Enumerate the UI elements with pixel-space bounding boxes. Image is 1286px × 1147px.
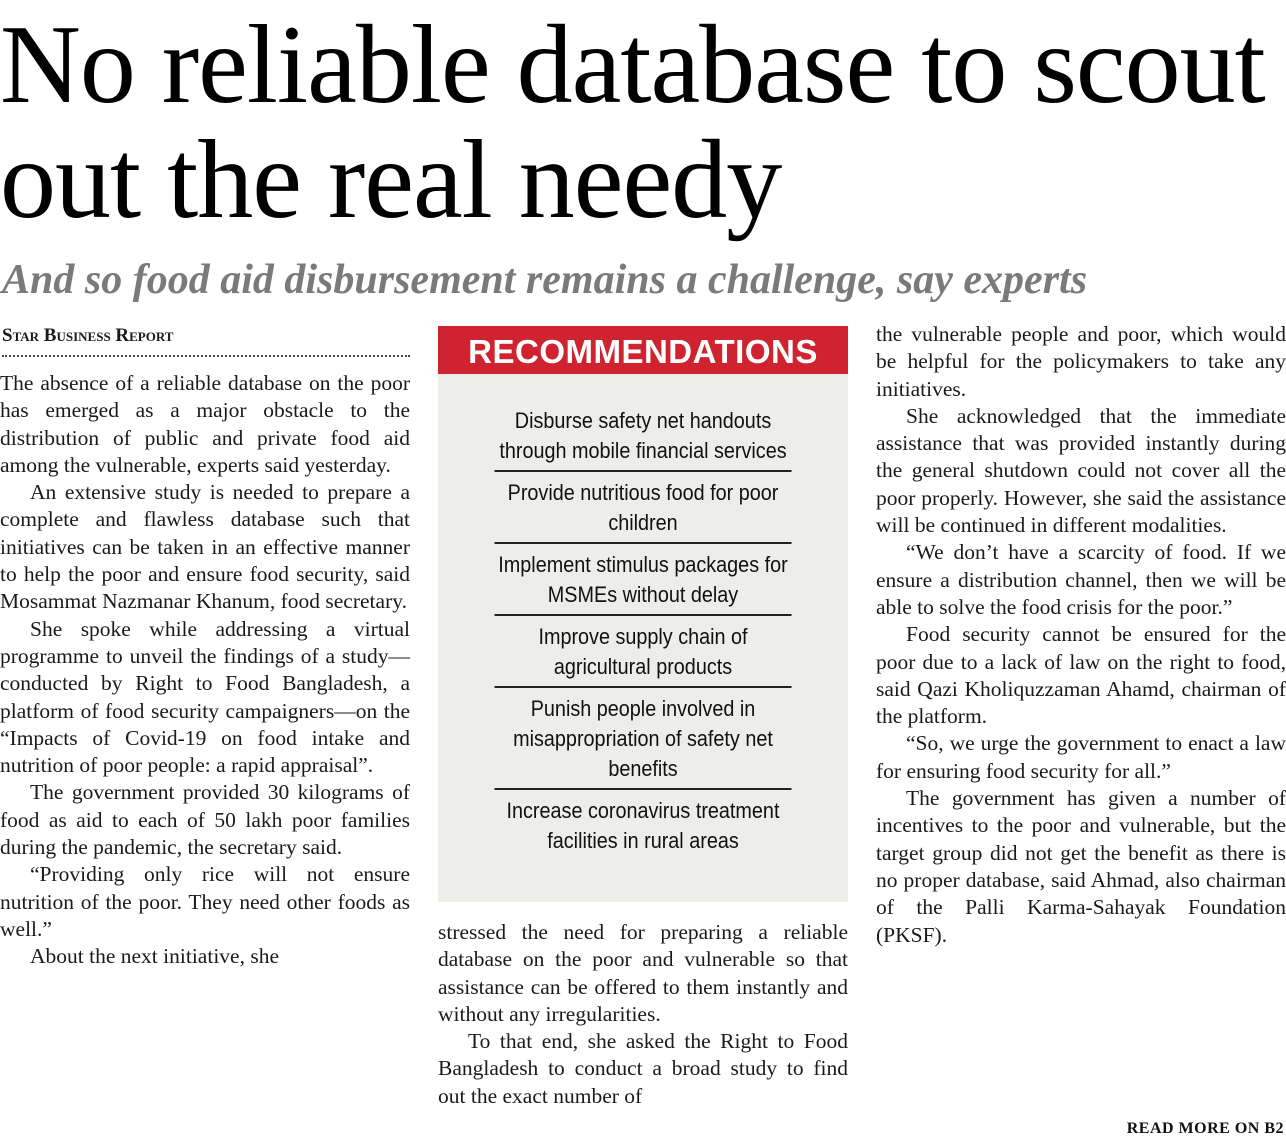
recommendation-item: Disburse safety net handouts through mobile financial services bbox=[495, 404, 792, 472]
recommendation-item: Provide nutritious food for poor children bbox=[495, 472, 792, 544]
paragraph: stressed the need for preparing a reliable database on the poor and vulnerable so that assistance can be offered to them instantly and without any irregularities. bbox=[438, 920, 848, 1026]
recommendations-box bbox=[438, 326, 848, 902]
paragraph: The government provided 30 kilograms of food as aid to each of 50 lakh poor families during the pandemic, the secretary said. bbox=[0, 780, 410, 860]
headline: No reliable database to scout out the real needy bbox=[0, 3, 1265, 242]
subheadline: And so food aid disbursement remains a challenge, say experts bbox=[2, 257, 1088, 303]
recommendation-item: Punish people involved in misappropriation of safety net benefits bbox=[495, 688, 792, 790]
paragraph: Food security cannot be ensured for the poor due to a lack of law on the right to food, said Qazi Kholiquzzaman Ahamd, chairman of the platform. bbox=[876, 622, 1286, 729]
recommendation-item: Improve supply chain of agricultural products bbox=[495, 616, 792, 688]
article-column-1 bbox=[0, 370, 410, 971]
recommendation-item: Increase coronavirus treatment facilities in rural areas bbox=[506, 798, 780, 853]
paragraph: An extensive study is needed to prepare a complete and flawless database such that initiatives can be taken in an effective manner to help the poor and ensure food security, said Mosammat Nazmanar Khanum, food secretary. bbox=[0, 480, 410, 614]
paragraph: She spoke while addressing a virtual programme to unveil the findings of a study—conducted by Right to Food Bangladesh, a platform of food security campaigners—on the “Impacts of Covid-19 on food intake and nutrition of poor people: a rapid appraisal”. bbox=[0, 616, 410, 778]
paragraph: “So, we urge the government to enact a law for ensuring food security for all.” bbox=[876, 731, 1286, 783]
paragraph: The absence of a reliable database on the poor has emerged as a major obstacle to the distribution of public and private food aid among the vulnerable, experts said yesterday. bbox=[0, 371, 410, 477]
byline: Star Business Report bbox=[2, 325, 410, 357]
paragraph: the vulnerable people and poor, which would be helpful for the policymakers to take any initiatives. bbox=[876, 322, 1286, 401]
paragraph: To that end, she asked the Right to Food Bangladesh to conduct a broad study to find out the exact number of bbox=[438, 1029, 848, 1108]
paragraph: She acknowledged that the immediate assistance that was provided instantly during the general shutdown could not cover all the poor properly. However, she said the assistance will be continued in different modalities. bbox=[876, 403, 1286, 538]
recommendations-list bbox=[478, 374, 808, 860]
recommendations-title: RECOMMENDATIONS bbox=[438, 326, 848, 374]
paragraph: The government has given a number of incentives to the poor and vulnerable, but the target group did not get the benefit as there is no proper database, said Ahmad, also chairman of the Palli Karma-Sahayak Foundation (PKSF). bbox=[876, 786, 1286, 947]
article-column-2 bbox=[438, 919, 848, 1110]
read-more-link[interactable]: READ MORE ON B2 bbox=[1126, 1120, 1284, 1137]
paragraph: “We don’t have a scarcity of food. If we ensure a distribution channel, then we will be able to solve the food crisis for the poor.” bbox=[876, 540, 1286, 619]
paragraph: About the next initiative, she bbox=[30, 944, 279, 969]
paragraph: “Providing only rice will not ensure nutrition of the poor. They need other foods as well.” bbox=[0, 862, 410, 941]
article-column-3 bbox=[876, 321, 1286, 949]
recommendation-item: Implement stimulus packages for MSMEs without delay bbox=[495, 544, 792, 616]
